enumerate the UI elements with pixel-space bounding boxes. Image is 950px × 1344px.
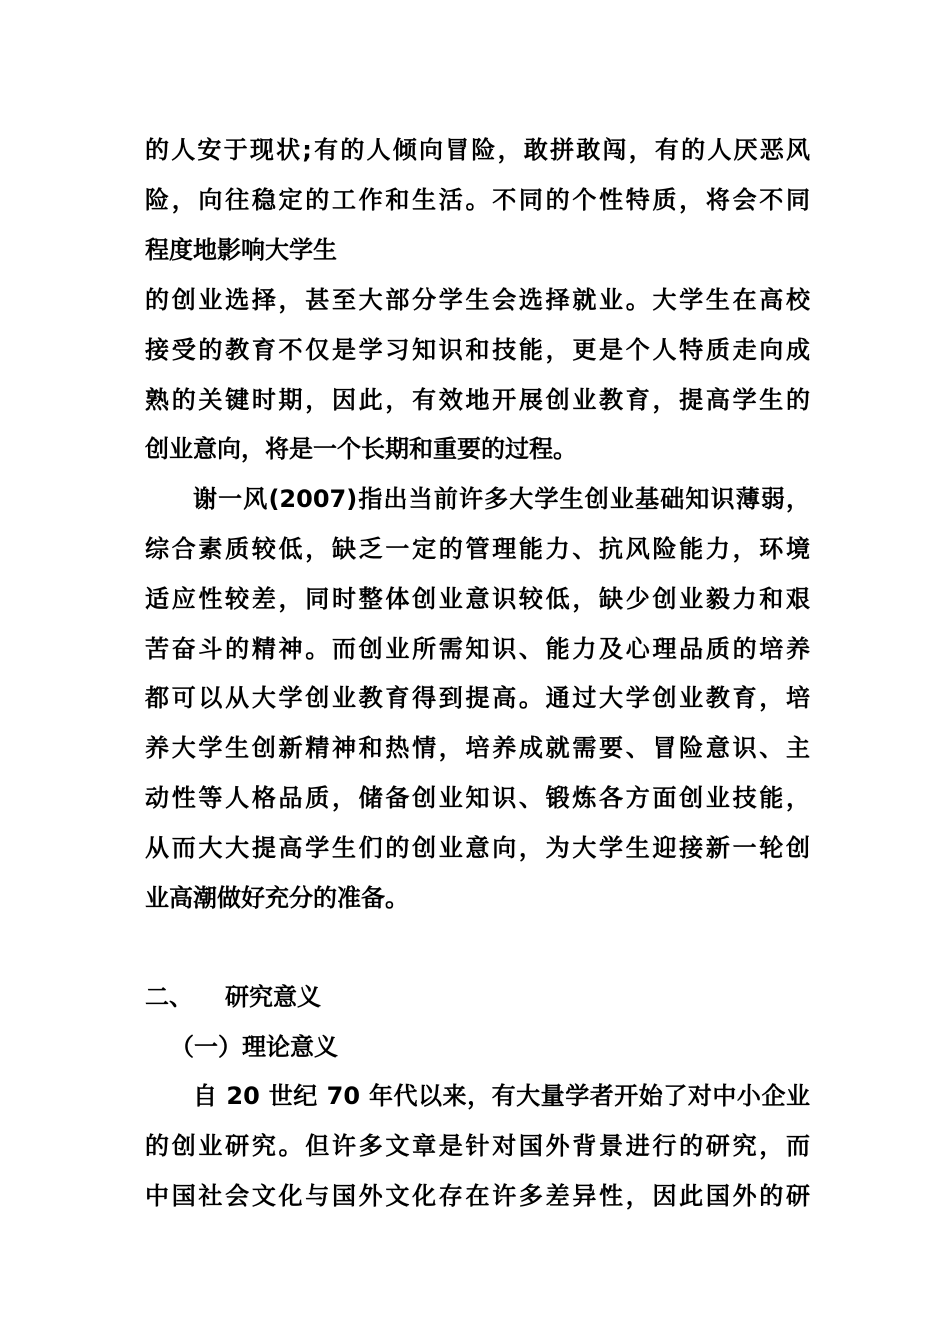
section-number: 二、	[145, 983, 193, 1011]
paragraph-line: 的创业选择，甚至大部分学生会选择就业。大学生在高校	[145, 286, 810, 314]
section-title: 研究意义	[225, 983, 321, 1011]
paragraph-line: 自 20 世纪 70 年代以来，有大量学者开始了对中小企业	[193, 1082, 810, 1110]
paragraph-line: 熟的关键时期，因此，有效地开展创业教育，提高学生的	[145, 386, 810, 414]
paragraph-line: 中国社会文化与国外文化存在许多差异性，因此国外的研	[145, 1182, 810, 1210]
paragraph-line: 苦奋斗的精神。而创业所需知识、能力及心理品质的培养	[145, 635, 810, 663]
paragraph-line: 的创业研究。但许多文章是针对国外背景进行的研究，而	[145, 1132, 810, 1160]
paragraph-line: 从而大大提高学生们的创业意向，为大学生迎接新一轮创	[145, 834, 810, 862]
paragraph-line: 都可以从大学创业教育得到提高。通过大学创业教育，培	[145, 684, 810, 712]
paragraph-line: 接受的教育不仅是学习知识和技能，更是个人特质走向成	[145, 336, 810, 364]
paragraph-line: 险，向往稳定的工作和生活。不同的个性特质，将会不同	[145, 186, 810, 214]
paragraph-line: 业高潮做好充分的准备。	[145, 884, 409, 912]
paragraph-line: 创业意向，将是一个长期和重要的过程。	[145, 435, 577, 463]
paragraph-line: 程度地影响大学生	[145, 236, 337, 264]
paragraph-line: 养大学生创新精神和热情，培养成就需要、冒险意识、主	[145, 734, 810, 762]
paragraph-line: 谢一风(2007)指出当前许多大学生创业基础知识薄弱，	[193, 485, 810, 513]
paragraph-line: 综合素质较低，缺乏一定的管理能力、抗风险能力，环境	[145, 535, 810, 563]
paragraph-line: 适应性较差，同时整体创业意识较低，缺少创业毅力和艰	[145, 585, 810, 613]
paragraph-line: 动性等人格品质，储备创业知识、锻炼各方面创业技能，	[145, 784, 810, 812]
subsection-title: （一）理论意义	[170, 1033, 338, 1061]
paragraph-line: 的人安于现状;有的人倾向冒险，敢拼敢闯，有的人厌恶风	[145, 136, 810, 164]
